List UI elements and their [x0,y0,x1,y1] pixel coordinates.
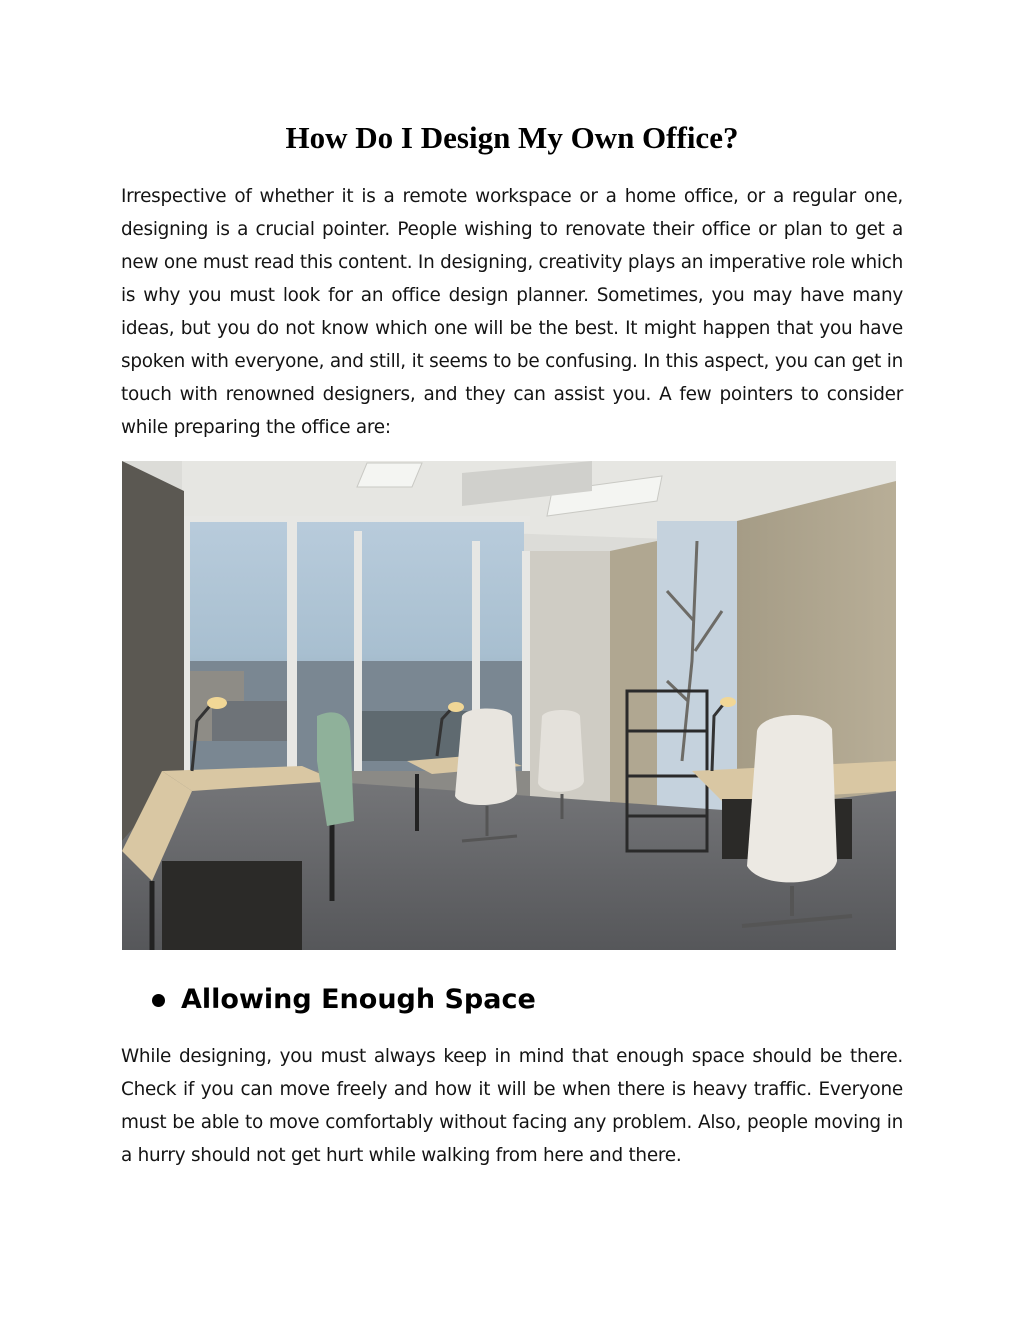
page-title: How Do I Design My Own Office? [285,120,739,155]
section-heading [152,984,536,1015]
section-heading-text: Allowing Enough Space [181,984,536,1015]
intro-paragraph: Irrespective of whether it is a remote workspace or a home office, or a regular one, designing is a crucial pointer. People wishing to renovate their office or plan to get a new one must read this content. In designing, creativity plays an imperative role which is why you must look for an office design planner. Sometimes, you may have many ideas, but you do not know which one will be the best. It might happen that you have spoken with everyone, and still, it seems to be confusing. In this aspect, you can get in touch with renowned designers, and they can assist you. A few pointers to consider while preparing the office are: [121,186,903,438]
bullet-icon [152,994,165,1007]
office-room-photo [122,461,896,950]
section-paragraph: While designing, you must always keep in mind that enough space should be there. Check if you can move freely and how it will be when there is heavy traffic. Everyone must be able to move comfortably without facing any problem. Also, people moving in a hurry should not get hurt while walking from here and there. [121,1046,903,1166]
